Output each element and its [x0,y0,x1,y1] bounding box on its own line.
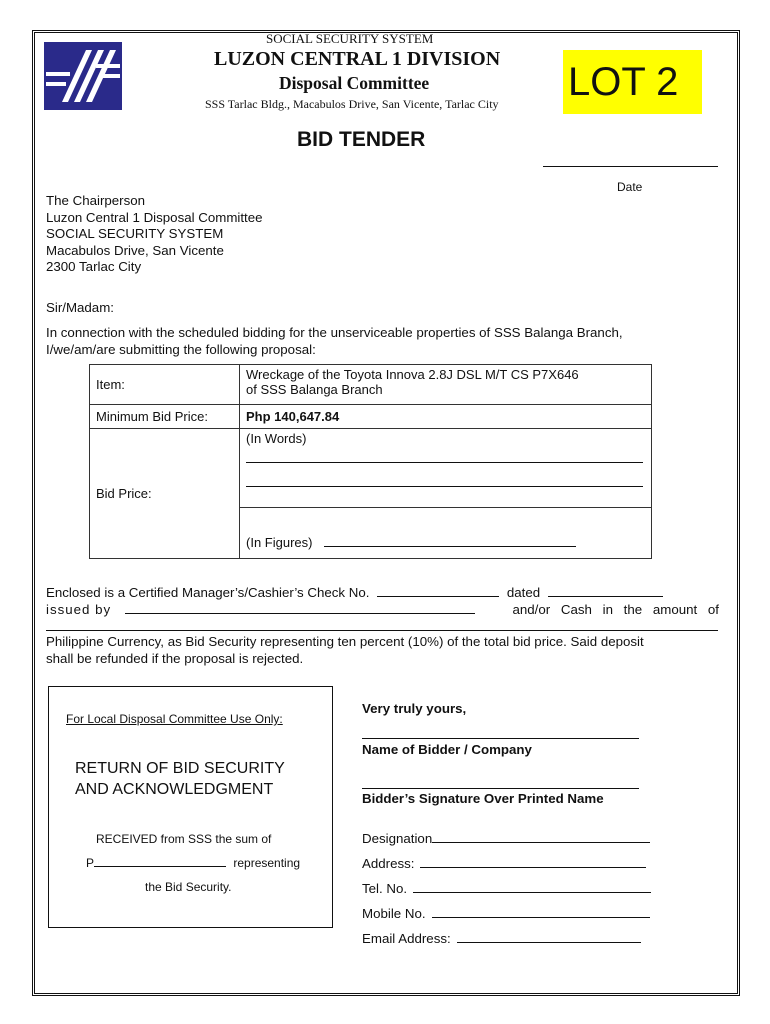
salutation: Sir/Madam: [46,300,114,315]
sss-logo [44,42,122,110]
division-title: LUZON CENTRAL 1 DIVISION [214,48,501,70]
header-address: SSS Tarlac Bldg., Macabulos Drive, San Vicente, Tarlac City [205,97,499,111]
intro-line: I/we/am/are submitting the following proposal: [46,341,316,357]
received-text: RECEIVED from SSS the sum of [96,832,272,846]
enclosed-line-3: Philippine Currency, as Bid Security representing ten percent (10%) of the total bid price. Said deposit [46,634,644,649]
table-row [90,365,652,405]
addressee-line: SOCIAL SECURITY SYSTEM [46,226,224,241]
local-box-heading: For Local Disposal Committee Use Only: [66,712,283,726]
designation-field [362,831,650,848]
enclosed-line-1 [46,585,719,602]
addressee-line: Macabulos Drive, San Vicente [46,242,224,258]
mobile-line[interactable] [432,917,650,918]
addressee-line: 2300 Tarlac City [46,259,142,274]
signature-label: Bidder’s Signature Over Printed Name [362,791,604,806]
bid-price-label: Bid Price: [90,429,240,559]
designation-label: Designation [362,831,433,846]
addressee-line: The Chairperson [46,193,146,208]
item-value-line: of SSS Balanga Branch [246,382,383,397]
min-bid-label: Minimum Bid Price: [90,405,240,429]
bid-figures-cell [240,508,652,559]
enclosed-line-4: shall be refunded if the proposal is rejected. [46,651,304,666]
address-label: Address: [362,856,415,871]
bid-words-cell [240,429,652,508]
bid-security-text: the Bid Security. [145,880,232,894]
addressee-line: Luzon Central 1 Disposal Committee [46,209,263,225]
in-figures-label: (In Figures) [246,535,313,550]
address-line[interactable] [420,867,646,868]
sum-line[interactable] [94,866,226,867]
in-words-label: (In Words) [246,431,307,446]
committee-title: Disposal Committee [279,73,430,93]
tel-label: Tel. No. [362,881,408,896]
amount-line[interactable] [46,630,718,631]
tel-line[interactable] [413,892,651,893]
signature-line[interactable] [362,788,639,789]
lot-label: LOT 2 [568,60,679,104]
item-value-line: Wreckage of the Toyota Innova 2.8J DSL M/T CS P7X646 [246,367,579,382]
date-label: Date [617,180,643,194]
tel-field [362,881,651,898]
email-field [362,931,641,948]
table-row [90,405,652,429]
mobile-field [362,906,650,923]
addressee-block [46,193,263,276]
email-line[interactable] [457,942,641,943]
name-label: Name of Bidder / Company [362,742,532,757]
return-title-line-2: AND ACKNOWLEDGMENT [75,781,274,798]
address-field [362,856,646,873]
dated-line[interactable] [548,596,663,597]
item-value [240,365,652,405]
enclosed-text: Enclosed is a Certified Manager’s/Cashier’s Check No. [46,585,370,600]
closing-text: Very truly yours, [362,701,467,716]
enclosed-line-2 [46,602,719,619]
issued-by-line[interactable] [125,613,475,614]
in-words-line-2[interactable] [246,486,643,487]
dated-text: dated [506,585,541,600]
return-title-line-1: RETURN OF BID SECURITY [75,760,285,777]
check-number-line[interactable] [377,596,499,597]
issued-by-text: issued by [46,602,112,617]
name-line[interactable] [362,738,639,739]
min-bid-value: Php 140,647.84 [240,405,652,429]
representing-row [86,856,300,870]
date-line[interactable] [543,166,718,167]
amount-text: and/or Cash in the amount of [512,602,719,617]
in-figures-line[interactable] [324,546,576,547]
item-label: Item: [90,365,240,405]
representing-text: representing [233,856,301,870]
designation-line[interactable] [432,842,650,843]
page-title: BID TENDER [297,128,426,151]
table-row [90,429,652,508]
agency-name: SOCIAL SECURITY SYSTEM [266,31,434,46]
email-label: Email Address: [362,931,451,946]
intro-paragraph [46,325,722,358]
intro-line: In connection with the scheduled bidding for the unserviceable properties of SSS Balanga Branch, [46,325,623,340]
p-prefix: P [86,856,95,870]
mobile-label: Mobile No. [362,906,426,921]
in-words-line-1[interactable] [246,462,643,463]
proposal-table [89,364,652,559]
